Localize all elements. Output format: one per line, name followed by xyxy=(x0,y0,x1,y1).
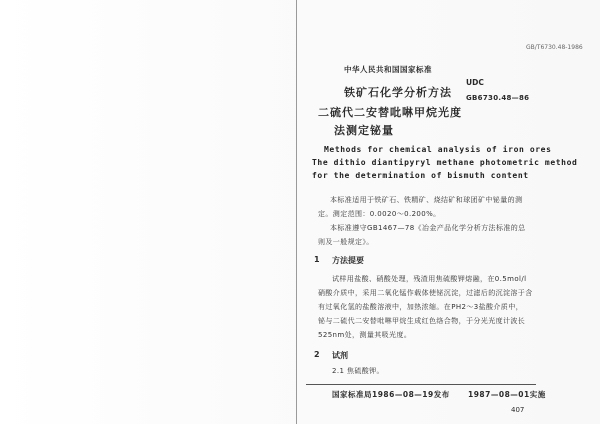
page-fold-line xyxy=(296,0,297,424)
section-1-line1: 试样用盐酸、硝酸处理，残渣用焦硫酸钾熔融，在0.5mol/l xyxy=(332,275,527,283)
intro-line3: 本标准遵守GB1467—78《冶金产品化学分析方法标准的总 xyxy=(330,224,526,232)
corner-code: GB/T6730.48-1986 xyxy=(526,44,583,51)
intro-line2: 定。测定范围：0.0020～0.200%。 xyxy=(318,210,441,218)
effective-date: 1987—08—01实施 xyxy=(468,390,546,399)
intro-line1: 本标准适用于铁矿石、铁精矿、烧结矿和球团矿中铋量的测 xyxy=(330,196,523,204)
title-en-line3: for the determination of bismuth content xyxy=(312,171,529,180)
approval-date: 国家标准局1986—08—19发布 xyxy=(332,390,450,399)
footer-rule xyxy=(306,384,536,385)
intro-line4: 则及一般规定》。 xyxy=(318,238,374,246)
title-en-line2: The dithio diantipyryl methane photometric method xyxy=(312,158,578,167)
section-2-number: 2 xyxy=(314,350,320,359)
udc-label: UDC xyxy=(466,78,484,87)
section-1-line2: 硝酸介质中，采用二氧化锰作载体使铋沉淀，过滤后的沉淀溶于含 xyxy=(318,289,533,297)
title-cn-line1: 铁矿石化学分析方法 xyxy=(344,86,452,99)
section-1-line3: 有过氧化氢的盐酸溶液中，加热浓缩。在PH2～3盐酸介质中， xyxy=(318,303,523,311)
section-2-line1: 2.1 焦硫酸钾。 xyxy=(332,367,384,375)
issuer-label: 中华人民共和国国家标准 xyxy=(344,65,432,74)
section-2-heading: 试剂 xyxy=(332,351,348,360)
section-1-line5: 525nm处，测量其吸光度。 xyxy=(318,331,412,339)
section-1-line4: 铋与二硫代二安替吡啉甲烷生成红色络合物，于分光光度计波长 xyxy=(318,317,526,325)
section-1-heading: 方法提要 xyxy=(332,256,364,265)
standard-number: GB6730.48—86 xyxy=(466,94,530,102)
title-cn-line2: 二硫代二安替吡啉甲烷光度 xyxy=(318,106,462,119)
title-en-line1: Methods for chemical analysis of iron ores xyxy=(324,145,552,154)
title-cn-line3: 法测定铋量 xyxy=(334,124,394,137)
section-1-number: 1 xyxy=(314,255,320,264)
page-number: 407 xyxy=(511,406,525,414)
